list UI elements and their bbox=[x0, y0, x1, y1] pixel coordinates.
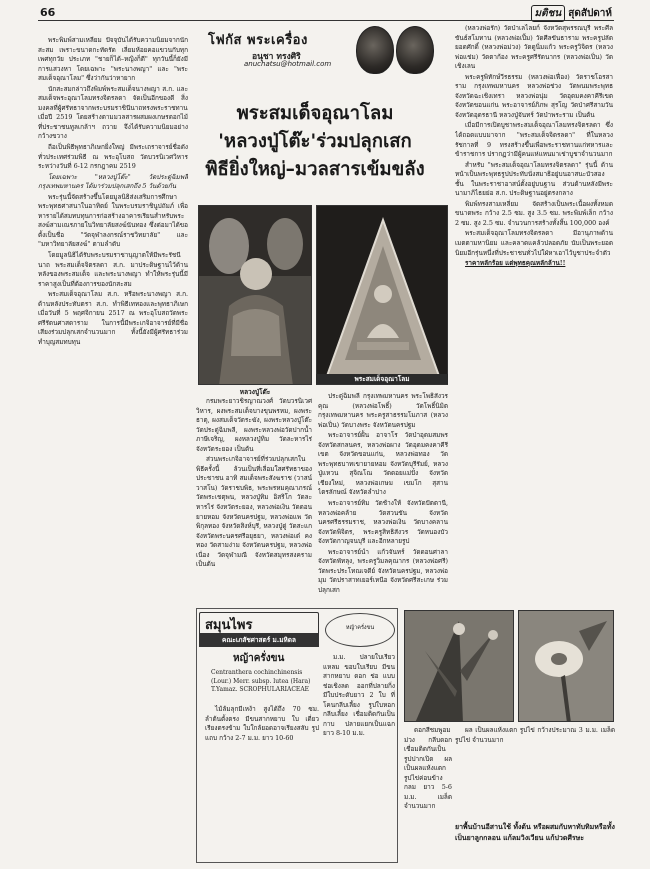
herb-title: สมุนไพร bbox=[199, 612, 319, 637]
paragraph: โดยเฉพาะ "หลวงปู่โต๊ะ" วัดประดู่ฉิมพลี กรุงเทพมหานคร ได้มาร่วมปลุกเสกถึง 5 วันด้วยกัน bbox=[38, 172, 188, 191]
paragraph: พระอาจารย์ทิม วัดช้างให้ จังหวัดปัตตานี, หลวงพ่อคล้าย วัดสวนขัน จังหวัดนครศรีธรรมราช, หลวงพ่อเงิน วัดบางคลาน จังหวัดพิจิตร, พระครูสิทธิสังวร วัดหนองบัว จังหวัดกาญจนบุรี และอีกหลายรูป bbox=[318, 499, 448, 546]
paragraph: (หลวงพ่อรัก) วัดป่าเลไลยก์ จังหวัดสุพรรณบุรี พระศีลขันธ์สโมทาน (หลวงพ่อเปิ้ม) วัดศีลขันธาราม พระครูปลัดยอดศักดิ์ (หลวงพ่อม่วง) วัดดูนิ่มแก้ว พระครูวิจิตร (หลวงพ่อแช่ม) วัดตาก้อง พระครูศรีรัตนากร (หลวงพ่อเปิ่น) วัดเชิงเลน bbox=[455, 24, 613, 71]
paragraph: ส่วนพระเกจิอาจารย์ที่ร่วมปลุกเสกในพิธีครั้งนี้ ล้วนเป็นที่เลื่อมใสศรัทธาของประชาชน อาทิ สมเด็จพระสังฆราช (วาสน์ วาสโน) วัดราชบพิธ, พระพรหมคุณาภรณ์ วัดพระเชตุพน, หลวงปู่ทิม อิสริโก วัดละหารไร่ จังหวัดระยอง, หลวงพ่อเงิน วัดดอนยายหอม จังหวัดนครปฐม, หลวงพ่อแพ วัดพิกุลทอง จังหวัดสิงห์บุรี, หลวงปู่ดู่ วัดสะแก จังหวัดพระนครศรีอยุธยา, หลวงพ่อเต๋ คงทอง วัดสามง่าม จังหวัดนครปฐม, หลวงพ่อเนื่อง วัดจุฬามณี จังหวัดสมุทรสงคราม เป็นต้น bbox=[196, 455, 312, 569]
brand-logo: มติชน bbox=[531, 5, 566, 22]
headline-line-3: พิธียิ่งใหญ่–มวลสารเข้มขลัง bbox=[205, 159, 425, 180]
column-header bbox=[198, 26, 434, 90]
headline-line-2: 'หลวงปู่โต๊ะ'ร่วมปลุกเสก bbox=[218, 131, 412, 152]
publication-name: สุดสัปดาห์ bbox=[568, 8, 612, 19]
article-column-right bbox=[455, 24, 613, 616]
article-column-left bbox=[38, 36, 188, 862]
amulet-photo-caption: พระสมเด็จอุณาโลม bbox=[316, 374, 448, 384]
herb-subtitle: คณะเภสัชศาสตร์ ม.มหิดล bbox=[199, 633, 319, 647]
paragraph: สำหรับ "พระสมเด็จอุณาโลมทรงจิตรลดา" รุ่นนี้ ด้านหน้าเป็นพระพุทธรูปประทับนั่งสมาธิอยู่บนอาสนะบัวสองชั้น ในพระราชาอาสน์ตั้งอยู่บนฐาน ส่วนด้านหลังมีพระนามาภิไธยย่อ ส.ก. ประดิษฐานอยู่ตรงกลาง bbox=[455, 160, 613, 198]
paragraph: ไม้ล้มลุกมีเหง้า สูงได้ถึง 70 ซม. ลำต้นตั้งตรง มีขนสากหยาบ ใบ เดี่ยว เรียงตรงข้าม ใบใกล้ยอดอาจเรียงสลับ รูปแถบ กว้าง 2-7 ม.ม. ยาว 10-60 bbox=[205, 705, 319, 742]
paragraph: พระครูพิทักษ์วีรธรรม (หลวงพ่อเฟื่อง) วัดราชโอรสาราม กรุงเทพมหานคร หลวงพ่อช่วง วัดพนมพระพุทธ จังหวัดฉะเชิงเทรา หลวงพ่อนุ่ม วัดอุดมคงคาคีรีเขต จังหวัดขอนแก่น พระอาจารย์ภิภพ สุรโญ วัดป่าศรีสามวัน จังหวัดอุดรธานี หลวงปู่จันทร์ วัดป่าพระราม เป็นต้น bbox=[455, 72, 613, 119]
herb-text-3 bbox=[404, 726, 452, 820]
paragraph: พระสมเด็จอุณาโลมทรงจิตรลดา มีอานุภาพด้านเมตตามหานิยม และคลาดแคล้วปลอดภัย นับเป็นพระยอดนิยมอีกรุ่นหนึ่งที่ประชาชนทั่วไปใฝ่หาเอาไว้บูชาประจำตัว bbox=[455, 229, 613, 257]
herb-name: หญ้าครั่งขน bbox=[233, 653, 285, 664]
page-number: 66 bbox=[40, 6, 56, 19]
paragraph: ผล เป็นผลแห้งแตก รูปไข่ กว้างประมาณ 3 ม.ม. เมล็ดรูปไข่ จำนวนมาก bbox=[455, 726, 615, 744]
herb-section bbox=[196, 608, 398, 863]
paragraph: ถือเป็นพิธีพุทธาภิเษกยิ่งใหญ่ มีพระเถราจารย์ชื่อดังทั่วประเทศร่วมพิธี ณ พระอุโบสถ วัดบวรนิเวศวิหาร ระหว่างวันที่ 6-12 กรกฎาคม 2519 bbox=[38, 143, 188, 171]
herb-text-1 bbox=[205, 705, 319, 859]
herb-photo-plant bbox=[404, 610, 514, 722]
paragraph: นักสะสมกล่าวถึงพิมพ์พระสมเด็จนางพญา ส.ก. และสมเด็จพระอุณาโลมทรงจิตรลดา จัดเป็นอีกของดี สิ่งมงคลที่ผู้ศรัทธาจากพระบรมราชินีนาถทรงพระราชทานเมื่อปี 2519 โดยสร้างตามมวลสารผสมผงเกษรดอกไม้ที่ประชาชนทูลเกล้าฯ ถวาย จึงได้รับความนิยมอย่างกว้างขวาง bbox=[38, 84, 188, 141]
monk-photo-caption: หลวงปู่โต๊ะ bbox=[239, 388, 271, 396]
price-line: ราคาหลักร้อย แต่พุทธคุณหลักล้าน!! bbox=[465, 259, 566, 268]
herb-latin-name: Centranthera cochinchinensis (Lour.) Merr. subsp. lutea (Hara) T.Yamaz. SCROPHULARIACEAE bbox=[211, 669, 311, 693]
column-name: โฟกัส พระเครื่อง bbox=[208, 33, 308, 48]
amulet-image-right bbox=[396, 26, 434, 74]
column-author: อนุชา ทรงศิริ bbox=[252, 52, 301, 62]
article-column-middle-right bbox=[318, 392, 448, 604]
herb-usage-note: ยาพื้นบ้านอีสานใช้ ทั้งต้น หรือผสมกับหาทับทิมหรือทั้งเป็นยาลูกกลอน แก้ลมวิงเวียน แก้ปวดศีรษะ bbox=[455, 823, 615, 842]
paragraph: โดยมูลนิธิได้รับพระบรมราชานุญาตให้มีพระรัชนีนาถ พระสมเด็จจิตรลดา ส.ก. มาประดิษฐานไว้ด้านหลังของพระสมเด็จ และพระนางพญา ทำให้พระรุ่นนี้มีราคาสูงเป็นที่ต้องการของนักสะสม bbox=[38, 251, 188, 288]
paragraph: พระสมเด็จอุณาโลม ส.ก. หรือพระนางพญา ส.ก. ด้านหลังประทับตรา ส.ก. ทำพิธีเททองและพุทธาภิเษกเมื่อวันที่ 5 พฤศจิกายน 2517 ณ พระอุโบสถวัดพระศรีรัตนศาสดาราม ในการนี้มีพระเกจิอาจารย์ที่มีชื่อเสียงร่วมปลุกเสกจำนวนมาก ทั้งนี้ยังมีผู้ศรัทธาร่วมทำบุญสมทบทุน bbox=[38, 290, 188, 346]
paragraph: กรมพระยาวชิรญาณวงศ์ วัดบวรนิเวศวิหาร, ผงพระสมเด็จบางขุนพรหม, ผงพระธาตุ, ผงสมเด็จวัดระฆัง, ผงพระหลวงปู่โต๊ะ วัดประดู่ฉิมพลี, ผงพระหลวงพ่อวัดปากน้ำ ภาษีเจริญ, ผงหลวงปู่ทิม วัดละหารไร่ จังหวัดระยอง เป็นต้น bbox=[196, 397, 312, 453]
paragraph: ประดู่ฉิมพลี กรุงเทพมหานคร พระโพธิสังวรคุณ (หลวงพ่อโพธิ์) วัดโพธิ์นิมิต กรุงเทพมหานคร พระครูสาธรรมโมภาส (หลวงพ่อเปิ่น) วัดบางพระ จังหวัดนครปฐม bbox=[318, 392, 448, 429]
amulet-image-left bbox=[356, 26, 394, 74]
amulet-photo bbox=[316, 205, 448, 385]
column-email: anuchatsu@hotmail.com bbox=[244, 60, 332, 68]
paragraph: พิมพ์ทรงสามเหลี่ยม จัดสร้างเป็นพระเนื้อผงทั้งหมด ขนาดพระ กว้าง 2.5 ซม. สูง 3.5 ซม. พระพิมพ์เล็ก กว้าง 2 ซม. สูง 2.5 ซม. จำนวนการสร้างทั้งสิ้น 100,000 องค์ bbox=[455, 199, 613, 227]
herb-photo-caption bbox=[455, 726, 615, 820]
paragraph: ดอกสีชมพูอมม่วง กลีบดอกเชื่อมติดกันเป็นรูปปากเปิด ผล เป็นผลแห้งแตก รูปไข่ค่อนข้างกลม ยาว 5-6 ม.ม. เมล็ดจำนวนมาก bbox=[404, 726, 452, 811]
headline-line-1: พระสมเด็จอุณาโลม bbox=[236, 103, 394, 124]
paragraph: พระอาจารย์นำ แก้วจันทร์ วัดดอนศาลา จังหวัดพัทลุง, พระครูวิมลคุณากร (หลวงพ่อศรี) วัดพระประโทณเจดีย์ จังหวัดนครปฐม, หลวงพ่อมุม วัดปราสาทเยอร์เหนือ จังหวัดศรีสะเกษ ร่วมปลุกเสก bbox=[318, 547, 448, 594]
monk-photo bbox=[198, 205, 312, 385]
paragraph: พระรุ่นนี้จัดสร้างขึ้นโดยมูลนิธิส่งเสริมการศึกษาพระพุทธศาสนาในอาทิตย์ ในพระบรมราชินูปถัมภ์ เพื่อหารายได้สมทบทุนการก่อสร้างอาคารเรียนสำหรับพระสงฆ์สามเณรภายในวิทยาลัยสงฆ์นันทอง ซึ่งต่อมาได้ขอตั้งเป็นชื่อ "วัดจุฬาลงกรณ์ราชวิทยาลัย" และ "มหาวิทยาลัยสงฆ์" ตามลำดับ bbox=[38, 192, 188, 249]
header-rule bbox=[38, 20, 614, 21]
herb-logo: หญ้าครั่งขน bbox=[325, 613, 395, 647]
herb-text-2 bbox=[323, 653, 395, 859]
paragraph: พระอาจารย์ฝั้น อาจาโร วัดป่าอุดมสมพร จังหวัดสกลนคร, หลวงพ่อผาง วัดอุดมคงคาคีรีเขต จังหวัดขอนแก่น, หลวงพ่อทอง วัดพระพุทธบาทเขายายหอม จังหวัดบุรีรัมย์, หลวงปู่แหวน สุจิณโณ วัดดอยแม่ปั๋ง จังหวัดเชียงใหม่, หลวงพ่อเกษม เขมโก สุสานไตรลักษณ์ จังหวัดลำปาง bbox=[318, 431, 448, 497]
herb-photo-flower bbox=[518, 610, 614, 722]
article-column-middle bbox=[196, 397, 312, 602]
paragraph: เมื่อมีการเปิดบูชาพระสมเด็จอุณาโลมทรงจิตรลดา ซึ่งได้ถอดแบบมาจาก "พระสมเด็จจิตรลดา" ที่ในหลวงรัชกาลที่ 9 ทรงสร้างขึ้นเพื่อพระราชทานแก่ทหารและข้าราชการ ปรากฏว่ามีผู้คนแห่แหนมาเช่าบูชาจำนวนมาก bbox=[455, 121, 613, 159]
paragraph: พระพิมพ์สามเหลี่ยม ปัจจุบันได้รับความนิยมจากนักสะสม เพราะขนาดกะทัดรัด เลี่ยมห้อยคอแขวนกับทุกเพศทุกวัย ประเภท "ชายก็ได้–หญิงก็ดี" ทุกวันนี้ก็ยังมีการแสวงหา โดยเฉพาะ "พระนางพญา" และ "พระสมเด็จอุณาโลม" ซึ่งว่ากันว่าหายาก bbox=[38, 36, 188, 83]
paragraph: ม.ม. ปลายใบเรียวแหลม ขอบใบเรียบ มีขนสากหยาบ ดอก ช่อ แบบช่อเชิงลด ออกที่ปลายกิ่ง มีใบประดับยาว 2 ใบ ที่โคนกลีบเลี้ยง รูปใบหอก กลีบเลี้ยง เชื่อมติดกันเป็นกาบ ปลายแยกเป็นแฉก ยาว 8-10 ม.ม. bbox=[323, 653, 395, 738]
headline bbox=[190, 100, 440, 184]
